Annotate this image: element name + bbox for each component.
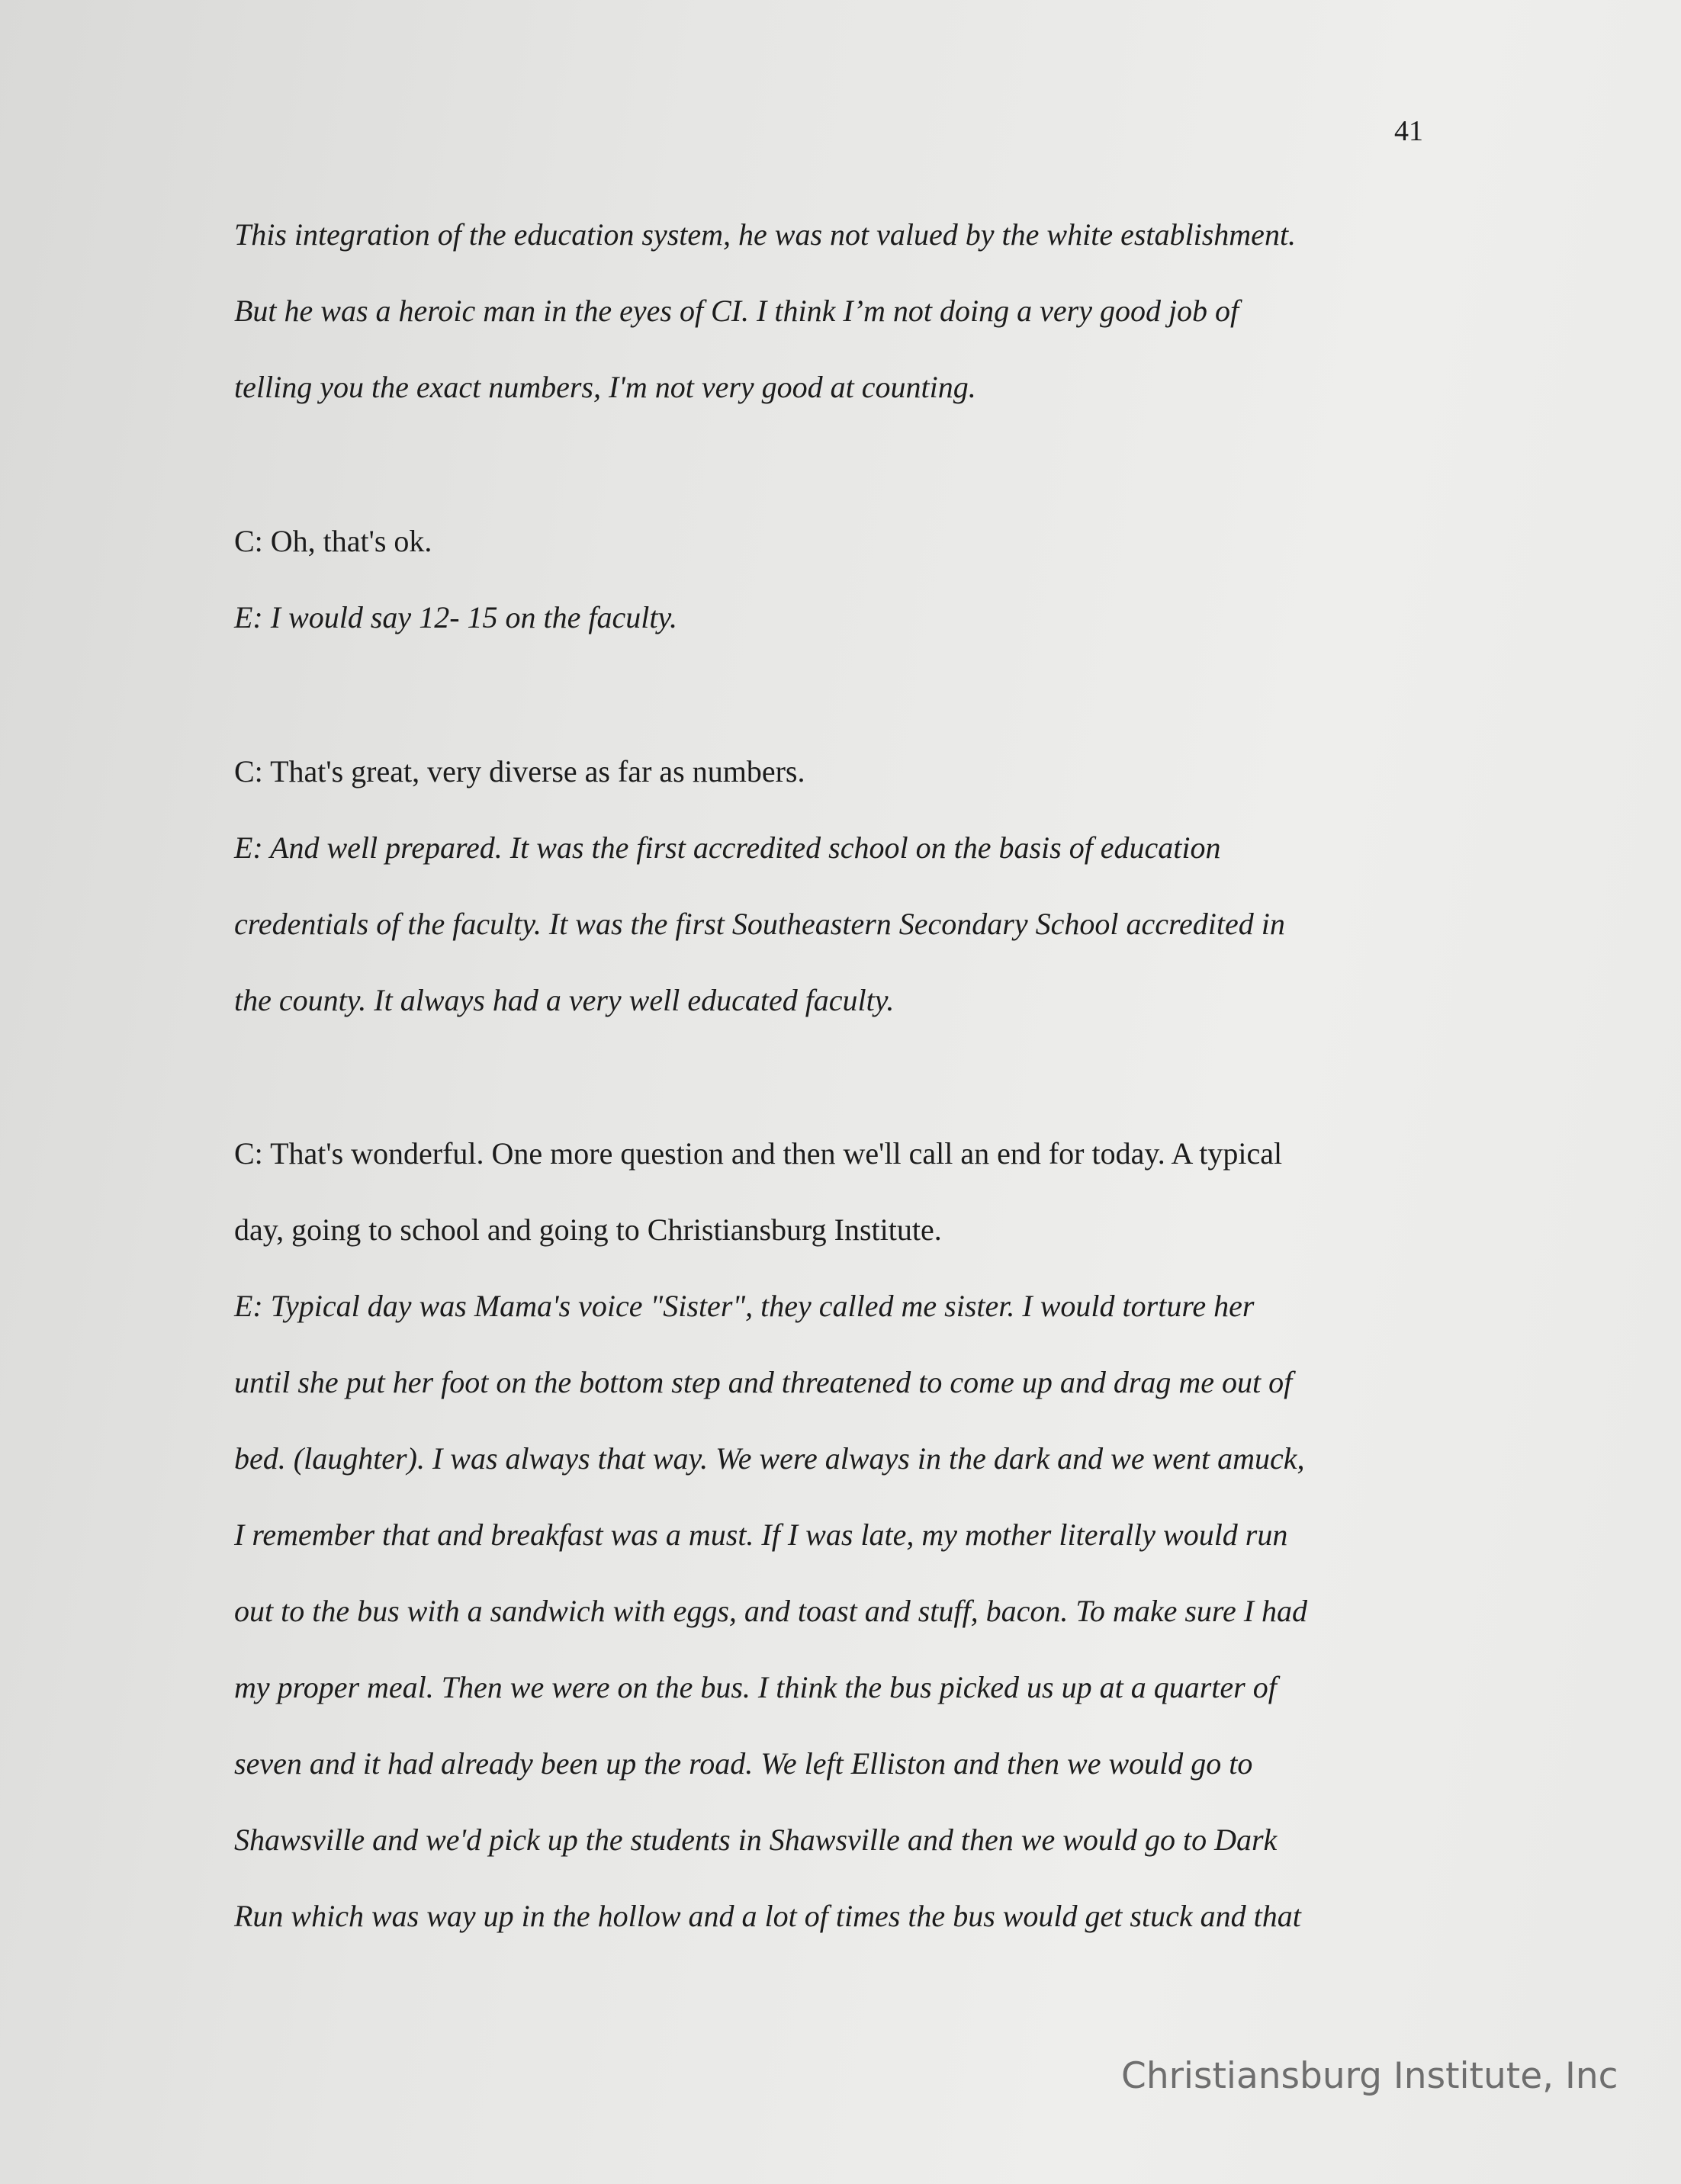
- text-line: out to the bus with a sandwich with eggs, and toast and stuff, bacon. To make sure I had: [234, 1594, 1308, 1628]
- transcript-paragraph: [234, 734, 1454, 810]
- text-line: bed. (laughter). I was always that way. We were always in the dark and we went amuck,: [234, 1441, 1305, 1476]
- text-line: But he was a heroic man in the eyes of CI. I think I’m not doing a very good job of: [234, 294, 1239, 328]
- text-line: telling you the exact numbers, I'm not very good at counting.: [234, 370, 976, 404]
- text-line: Shawsville and we'd pick up the students in Shawsville and then we would go to Dark: [234, 1823, 1278, 1857]
- text-line: E: Typical day was Mama's voice "Sister", they called me sister. I would torture her: [234, 1289, 1255, 1323]
- transcript-paragraph: [234, 810, 1454, 1039]
- text-line: E: I would say 12- 15 on the faculty.: [234, 600, 678, 634]
- text-line: C: Oh, that's ok.: [234, 524, 432, 558]
- text-line: the county. It always had a very well educated faculty.: [234, 983, 895, 1017]
- transcript-paragraph: [234, 197, 1454, 426]
- text-line: Run which was way up in the hollow and a lot of times the bus would get stuck and that: [234, 1899, 1301, 1933]
- text-line: day, going to school and going to Christiansburg Institute.: [234, 1212, 942, 1247]
- transcript-paragraph: [234, 503, 1454, 580]
- transcript-paragraph: [234, 1268, 1454, 1954]
- text-line: C: That's great, very diverse as far as numbers.: [234, 754, 805, 788]
- text-line: seven and it had already been up the road. We left Elliston and then we would go to: [234, 1746, 1253, 1781]
- text-line: C: That's wonderful. One more question and then we'll call an end for today. A typical: [234, 1136, 1283, 1171]
- text-line: I remember that and breakfast was a must. If I was late, my mother literally would run: [234, 1518, 1288, 1552]
- transcript-paragraph: [234, 580, 1454, 656]
- page-number: 41: [1394, 115, 1423, 147]
- text-line: E: And well prepared. It was the first accredited school on the basis of education: [234, 830, 1221, 865]
- text-line: until she put her foot on the bottom step and threatened to come up and drag me out of: [234, 1365, 1293, 1399]
- text-line: my proper meal. Then we were on the bus. I think the bus picked us up at a quarter of: [234, 1670, 1277, 1704]
- text-line: credentials of the faculty. It was the first Southeastern Secondary School accredited in: [234, 907, 1285, 941]
- transcript-paragraph: [234, 1116, 1454, 1268]
- watermark: Christiansburg Institute, Inc: [1121, 2055, 1618, 2097]
- text-line: This integration of the education system, he was not valued by the white establishment.: [234, 217, 1297, 252]
